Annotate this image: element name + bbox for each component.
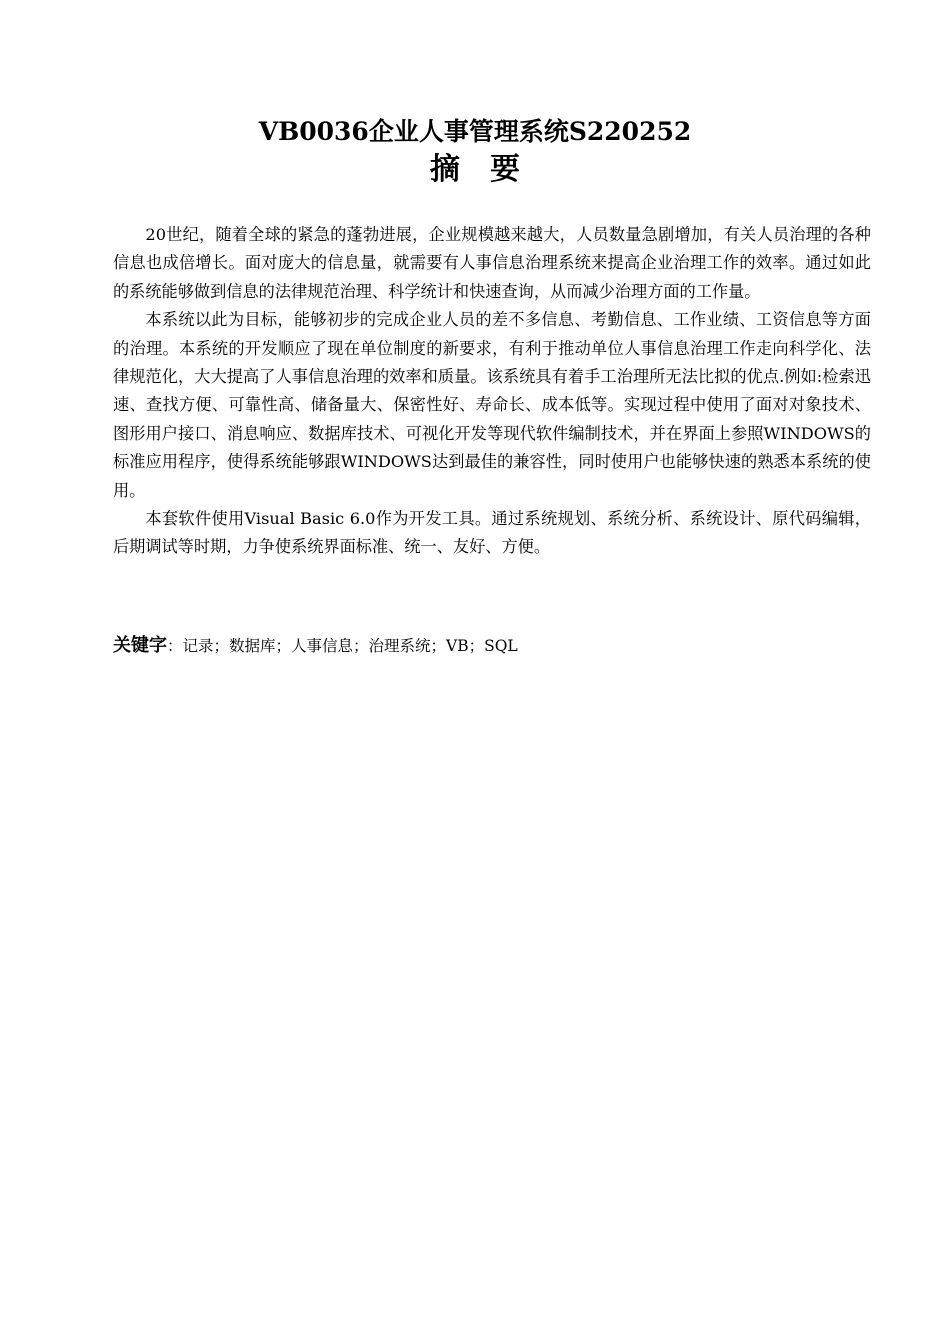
title-block xyxy=(0,114,950,190)
keywords-separator: ： xyxy=(167,637,183,655)
abstract-paragraph: 本系统以此为目标，能够初步的完成企业人员的差不多信息、考勤信息、工作业绩、工资信息等方面的治理。本系统的开发顺应了现在单位制度的新要求，有利于推动单位人事信息治理工作走向科学化、法律规范化，大大提高了人事信息治理的效率和质量。该系统具有着手工治理所无法比拟的优点.例如:检索迅速、查找方便、可靠性高、储备量大、保密性好、寿命长、成本低等。实现过程中使用了面对对象技术、图形用户接口、消息响应、数据库技术、可视化开发等现代软件编制技术，并在界面上参照WINDOWS的标准应用程序，使得系统能够跟WINDOWS达到最佳的兼容性，同时使用户也能够快速的熟悉本系统的使用。 xyxy=(113,310,871,500)
keywords-line xyxy=(113,632,871,660)
abstract-heading: 摘要 xyxy=(430,152,550,187)
abstract-body xyxy=(113,221,871,562)
keywords-text: 记录；数据库；人事信息；治理系统；VB；SQL xyxy=(182,637,518,655)
document-title: VB0036企业人事管理系统S220252 xyxy=(258,117,692,146)
keywords-label: 关键字 xyxy=(113,635,167,656)
abstract-paragraph: 本套软件使用Visual Basic 6.0作为开发工具。通过系统规划、系统分析、系统设计、原代码编辑，后期调试等时期，力争使系统界面标准、统一、友好、方便。 xyxy=(113,509,871,557)
abstract-paragraph: 20世纪，随着全球的紧急的蓬勃进展，企业规模越来越大，人员数量急剧增加，有关人员治理的各种信息也成倍增长。面对庞大的信息量，就需要有人事信息治理系统来提高企业治理工作的效率。通过如此的系统能够做到信息的法律规范治理、科学统计和快速查询，从而减少治理方面的工作量。 xyxy=(113,225,871,301)
